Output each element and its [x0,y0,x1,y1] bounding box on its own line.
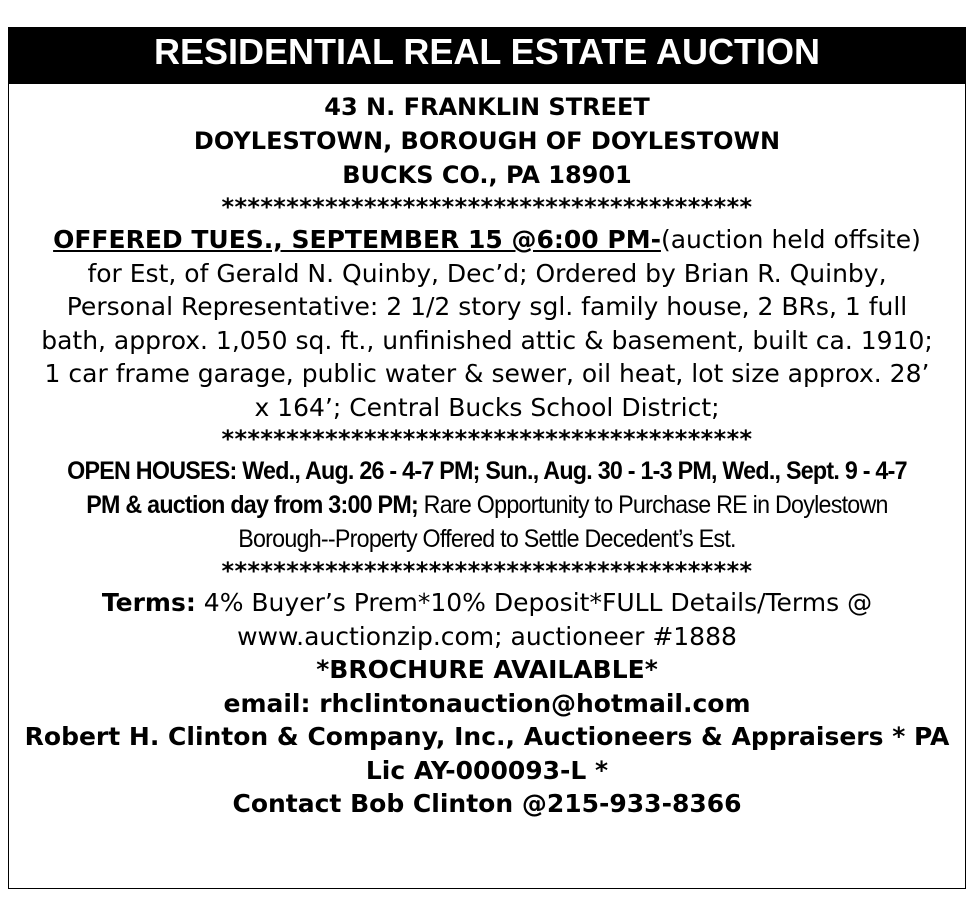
company-name: Robert H. Clinton & Company, Inc., Auctioneers & Appraisers * PA Lic AY-000093-L * [24,722,950,785]
star-separator: ***************************************** [221,425,753,453]
contact-email: email: rhclintonauction@hotmail.com [223,688,751,718]
terms-label: Terms: [101,588,196,617]
ad-content [9,84,965,821]
ad-title: RESIDENTIAL REAL ESTATE AUCTION [153,31,821,72]
star-separator: ***************************************** [221,557,753,585]
description-text: (auction held offsite) for Est, of Gerald N. Quinby, Dec’d; Ordered by Brian R. Quinby, Personal Representative: 2 1/2 story sgl. family house, 2 BRs, 1 full bath, approx. 1,050 sq. ft., unfinished attic & basement, built ca. 1910; 1 car frame garage, public water & sewer, oil heat, lot size approx. 28’ x 164’; Central Bucks School District; [41,225,933,422]
terms-text: 4% Buyer’s Prem*10% Deposit*FULL Details/Terms @ www.auctionzip.com; auctioneer #1888 [195,588,873,651]
auction-ad [8,27,966,889]
contact-phone: Contact Bob Clinton @215-933-8366 [232,789,742,818]
terms [9,586,965,653]
header-bar [9,28,965,84]
open-house-dates: OPEN HOUSES: Wed., Aug. 26 - 4-7 PM; Sun., Aug. 30 - 1-3 PM, Wed., Sept. 9 - 4-7 PM & auction day from 3:00 PM; [67,457,907,519]
offered-date: OFFERED TUES., SEPTEMBER 15 @6:00 PM- [53,225,661,254]
open-houses [42,454,931,556]
address-city: DOYLESTOWN, BOROUGH OF DOYLESTOWN [193,127,781,155]
brochure-note: *BROCHURE AVAILABLE* [316,655,658,684]
property-description [9,223,965,424]
open-house-text: Rare Opportunity to Purchase RE in Doylestown Borough--Property Offered to Settle Decedent’s Est. [238,491,888,553]
property-address [9,90,965,192]
address-county: BUCKS CO., PA 18901 [342,161,632,189]
address-street: 43 N. FRANKLIN STREET [324,93,650,121]
contact-info [9,653,965,821]
star-separator: ***************************************** [221,193,753,221]
